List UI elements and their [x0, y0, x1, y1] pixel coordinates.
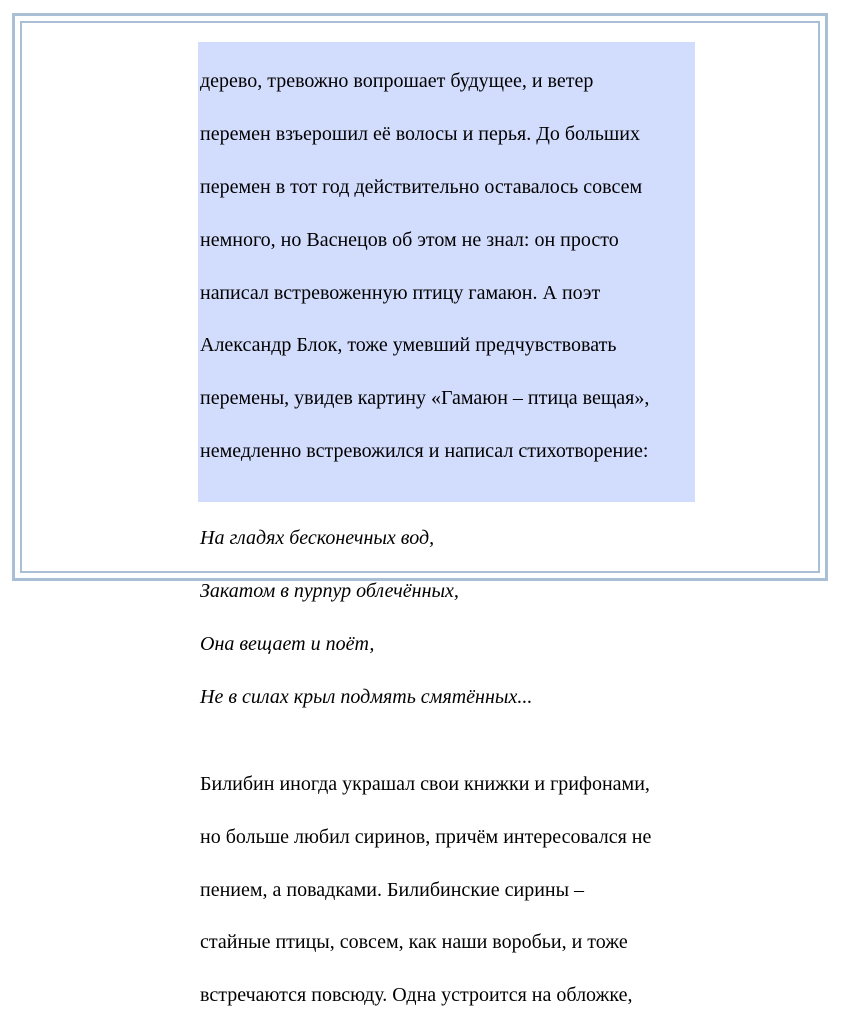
text-line: немного, но Васнецов об этом не знал: он просто [200, 228, 619, 251]
paragraph-2 [200, 745, 693, 1035]
text-line: немедленно встревожился и написал стихотворение: [200, 440, 649, 463]
poem-line: Не в силах крыл подмять смятённых... [200, 685, 533, 708]
text-box [198, 42, 695, 1007]
paragraph-1 [200, 42, 693, 491]
text-line: перемен взъерошил её волосы и перья. До больших [200, 123, 640, 146]
poem-stanza [200, 499, 693, 737]
text-line: стайные птицы, совсем, как наши воробьи, и тоже [200, 931, 628, 954]
text-line: дерево, тревожно вопрошает будущее, и ветер [200, 70, 594, 93]
poem-line: Закатом в пурпур облечённых, [200, 580, 459, 603]
poem-line: Она вещает и поёт, [200, 632, 375, 655]
text-line: встречаются повсюду. Одна устроится на обложке, [200, 984, 633, 1007]
text-line: Александр Блок, тоже умевший предчувствовать [200, 334, 617, 357]
text-line: Билибин иногда украшал свои книжки и грифонами, [200, 772, 650, 795]
text-line: перемен в тот год действительно оставалось совсем [200, 176, 643, 199]
text-line: но больше любил сиринов, причём интересовался не [200, 825, 652, 848]
text-line: написал встревоженную птицу гамаюн. А поэт [200, 281, 601, 304]
text-line: пением, а повадками. Билибинские сирины – [200, 878, 585, 901]
poem-line: На гладях бесконечных вод, [200, 527, 435, 550]
text-line: перемены, увидев картину «Гамаюн – птица вещая», [200, 387, 650, 410]
